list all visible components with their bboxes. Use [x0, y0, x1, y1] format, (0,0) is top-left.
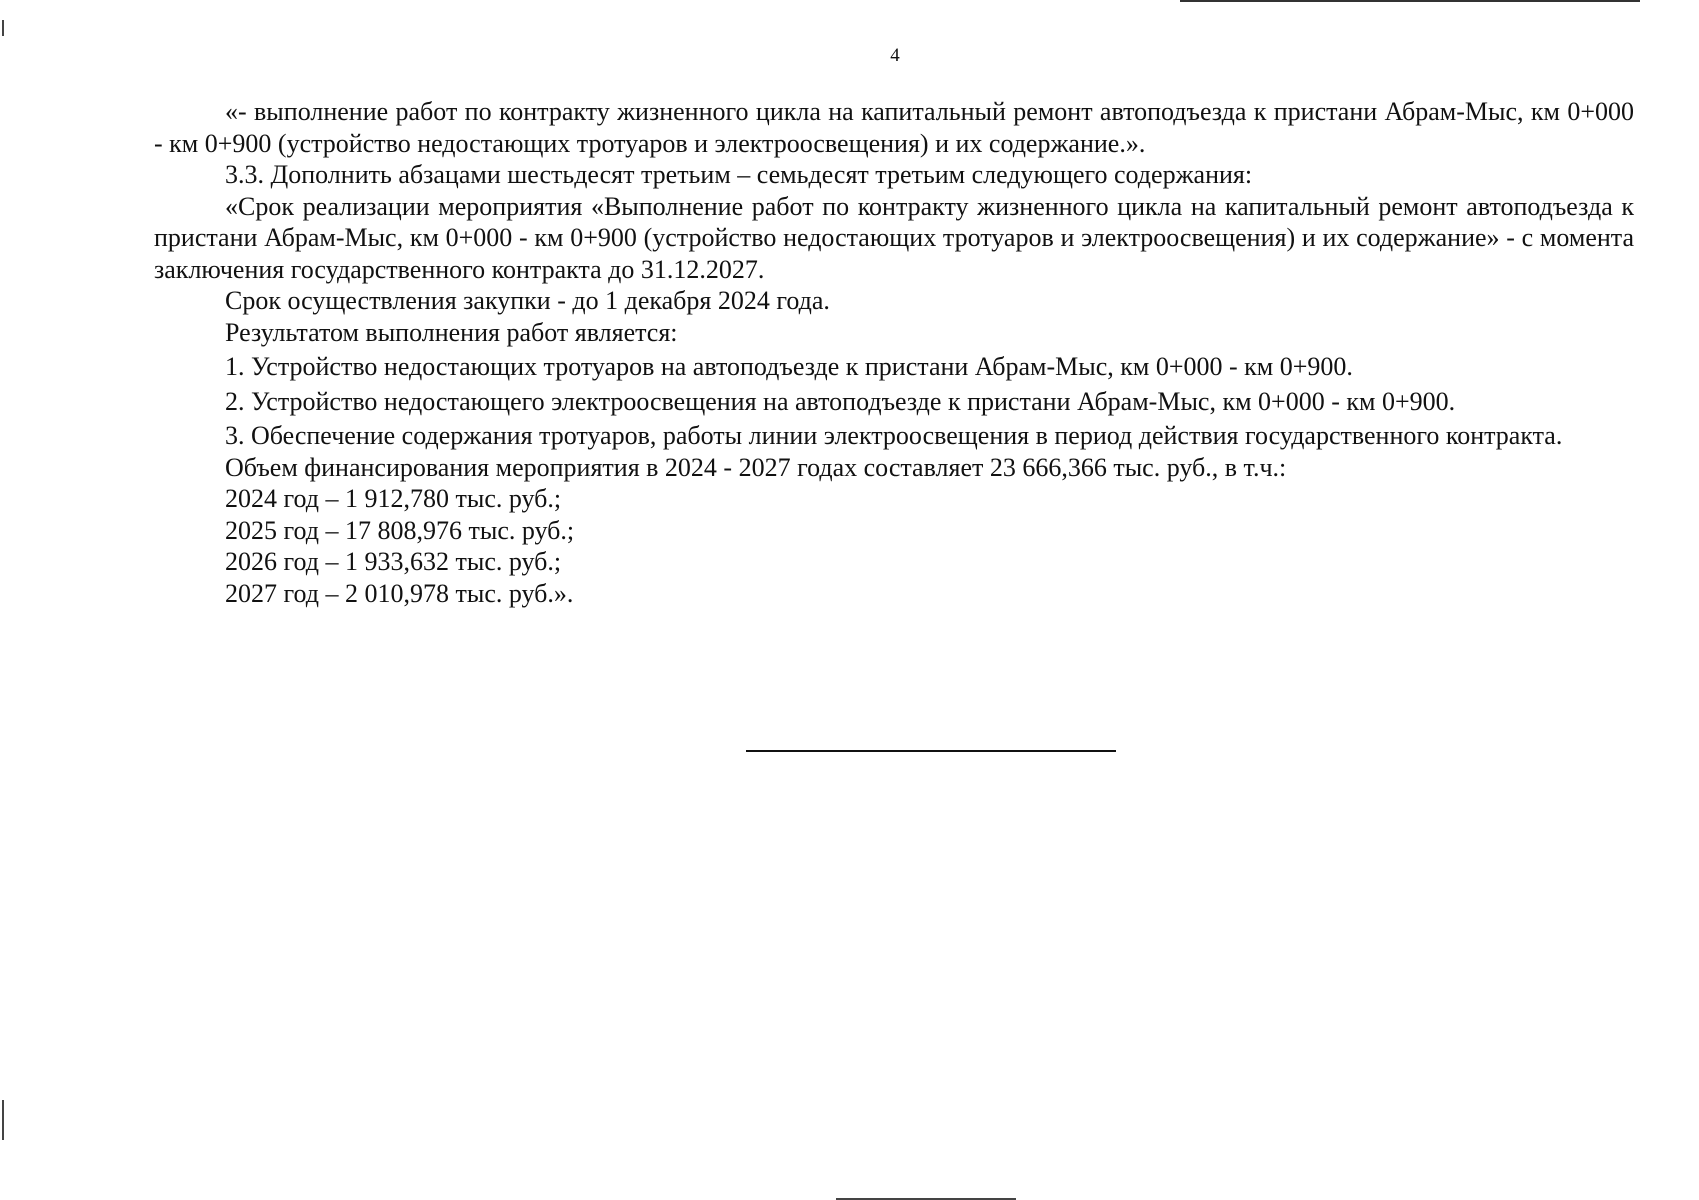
- paragraph-clause-3-3: 3.3. Дополнить абзацами шестьдесят третьим – семьдесят третьим следующего содержания:: [225, 160, 1253, 189]
- paragraph-funding-2025: 2025 год – 17 808,976 тыс. руб.;: [225, 515, 575, 545]
- end-of-text-rule: [746, 750, 1116, 752]
- paragraph-funding-2026: 2026 год – 1 933,632 тыс. руб.;: [225, 547, 562, 576]
- scan-artifact-left-mark: [2, 1100, 4, 1140]
- paragraph-funding-total: Объем финансирования мероприятия в 2024 - 2027 годах составляет 23 666,366 тыс. руб., в т.ч.:: [225, 452, 1287, 482]
- document-body: [154, 96, 1634, 609]
- paragraph-funding-2024: 2024 год – 1 912,780 тыс. руб.;: [225, 484, 562, 513]
- paragraph-result-2: 2. Устройство недостающего электроосвещения на автоподъезде к пристани Абрам-Мыс, км 0+000 - км 0+900.: [225, 386, 1456, 416]
- paragraph-amendment-item: «- выполнение работ по контракту жизненного цикла на капитальный ремонт автоподъезда к пристани Абрам-Мыс, км 0+000 - км 0+900 (устройство недостающих тротуаров и электроосвещения) и их содержание.».: [154, 97, 1634, 158]
- paragraph-result-1: 1. Устройство недостающих тротуаров на автоподъезде к пристани Абрам-Мыс, км 0+000 - км 0+900.: [225, 352, 1353, 381]
- paragraph-results-heading: Результатом выполнения работ является:: [225, 317, 678, 347]
- paragraph-procurement-term: Срок осуществления закупки - до 1 декабря 2024 года.: [225, 286, 830, 315]
- scan-artifact-top-rule: [1180, 0, 1640, 2]
- paragraph-result-3: 3. Обеспечение содержания тротуаров, работы линии электроосвещения в период действия государственного контракта.: [225, 421, 1563, 450]
- page-number: 4: [890, 45, 900, 66]
- paragraph-implementation-term: «Срок реализации мероприятия «Выполнение работ по контракту жизненного цикла на капитальный ремонт автоподъезда к пристани Абрам-Мыс, км 0+000 - км 0+900 (устройство недостающих тротуаров и электроосвещения) и их содержание» - с момента заключения государственного контракта до 31.12.2027.: [154, 191, 1634, 284]
- paragraph-funding-2027: 2027 год – 2 010,978 тыс. руб.».: [225, 578, 574, 608]
- scan-artifact-left-mark: [2, 20, 4, 36]
